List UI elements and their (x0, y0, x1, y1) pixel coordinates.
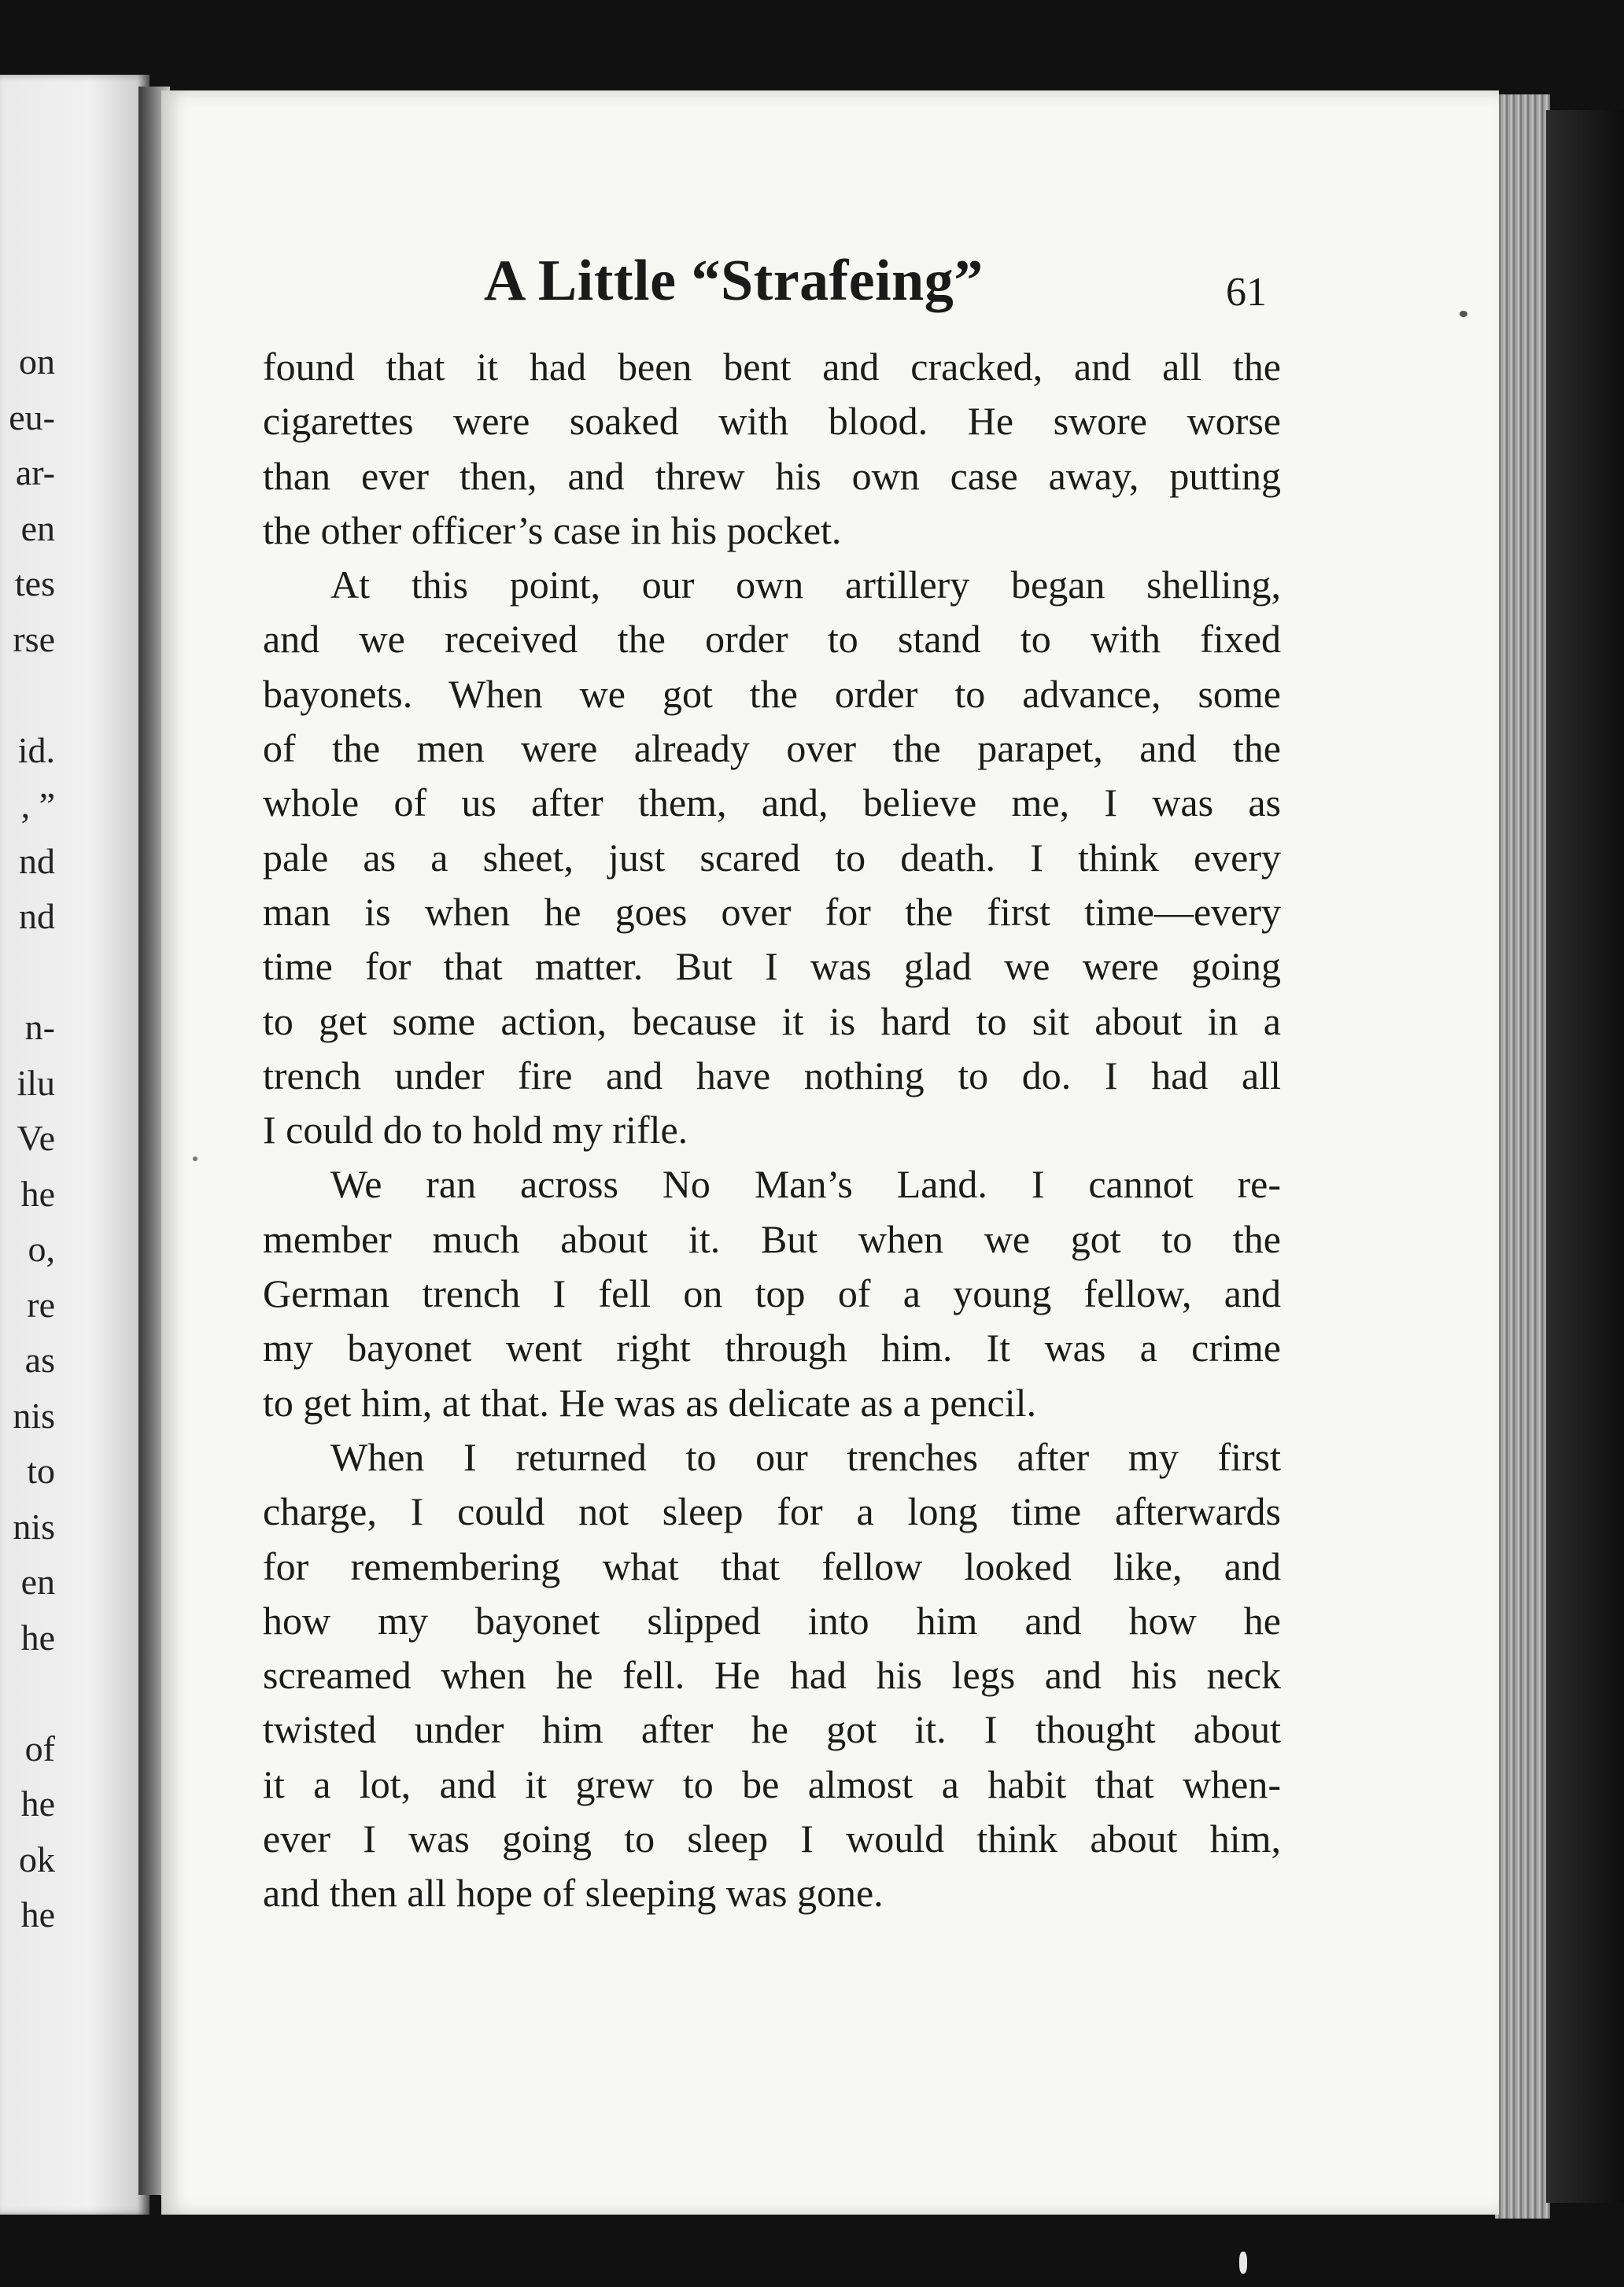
facing-page-fragment: as (24, 1340, 55, 1380)
facing-page-fragment (0, 945, 55, 1001)
facing-page-fragment: en (20, 1562, 55, 1602)
facing-page-fragment: eu- (9, 397, 55, 437)
facing-page-fragment: to (27, 1451, 55, 1491)
facing-page-fragment (0, 667, 55, 723)
text-line: cigarettes were soaked with blood. He swore worse (263, 399, 1281, 444)
text-line: it a lot, and it grew to be almost a habit that when- (263, 1761, 1281, 1806)
text-line: for remembering what that fellow looked like, and (263, 1544, 1281, 1588)
facing-page-fragment: ilu (17, 1062, 55, 1103)
facing-page-fragment: en (20, 507, 55, 548)
facing-page-fragment: nis (13, 1395, 55, 1436)
text-line: and then all hope of sleeping was gone. (263, 1871, 884, 1916)
paragraph (263, 1157, 1281, 1429)
facing-page-fragment: he (20, 1894, 55, 1935)
text-line: to get him, at that. He was as delicate as a pencil. (263, 1380, 1036, 1425)
text-line: screamed when he fell. He had his legs and his neck (263, 1653, 1281, 1698)
facing-page-fragment: he (20, 1783, 55, 1824)
paragraph (263, 1430, 1281, 1921)
page-number: 61 (1226, 270, 1267, 315)
paragraph (263, 558, 1281, 1157)
text-line: When I returned to our trenches after my first (330, 1434, 1281, 1479)
running-head: A Little “Strafeing” (484, 249, 984, 313)
text-line: German trench I fell on top of a young fellow, and (263, 1271, 1281, 1316)
facing-page-fragment: n- (24, 1007, 55, 1047)
facing-page-fragment: ar- (15, 452, 55, 492)
facing-page-fragment: tes (14, 563, 55, 603)
facing-page-fragment: re (27, 1284, 55, 1325)
facing-page-fragment: on (19, 341, 55, 382)
text-line: I could do to hold my rifle. (263, 1108, 688, 1153)
text-line: twisted under him after he got it. I thought about (263, 1707, 1281, 1752)
text-line: to get some action, because it is hard to sit about in a (263, 998, 1281, 1043)
text-line: time for that matter. But I was glad we were going (263, 944, 1281, 989)
text-line: trench under fire and have nothing to do. I had all (263, 1053, 1281, 1097)
text-line: ever I was going to sleep I would think about him, (263, 1817, 1281, 1861)
dust-speck (193, 1156, 197, 1161)
text-line: found that it had been bent and cracked, and all the (263, 345, 1281, 389)
facing-page-fragment: nd (19, 896, 55, 936)
facing-page-fragment: id. (17, 729, 55, 770)
facing-page (0, 75, 149, 2215)
facing-page-fragment: nis (13, 1506, 55, 1547)
text-line: whole of us after them, and, believe me, I was as (263, 780, 1281, 825)
book-cover-edge (1546, 110, 1624, 2203)
facing-page-text-fragments (0, 334, 55, 1943)
facing-page-fragment: he (20, 1617, 55, 1658)
facing-page-fragment: nd (19, 840, 55, 881)
facing-page-fragment: ok (19, 1839, 55, 1879)
facing-page-fragment: rse (13, 618, 55, 659)
dust-speck (1460, 311, 1467, 317)
text-line: member much about it. But when we got to the (263, 1216, 1281, 1261)
text-line: We ran across No Man’s Land. I cannot re- (330, 1162, 1281, 1207)
text-line: man is when he goes over for the first time—every (263, 889, 1281, 934)
text-line: of the men were already over the parapet, and the (263, 726, 1281, 771)
text-line: the other officer’s case in his pocket. (263, 507, 842, 552)
facing-page-fragment: he (20, 1173, 55, 1214)
text-line: At this point, our own artillery began shelling, (330, 563, 1281, 607)
text-line: how my bayonet slipped into him and how he (263, 1598, 1281, 1643)
body-text (263, 340, 1281, 1921)
facing-page-fragment: o, (28, 1229, 55, 1269)
paragraph (263, 340, 1281, 558)
text-line: charge, I could not sleep for a long time afterwards (263, 1489, 1281, 1534)
facing-page-fragment (0, 1665, 55, 1721)
facing-page-fragment: Ve (17, 1118, 55, 1158)
text-line: than ever then, and threw his own case away, putting (263, 453, 1281, 498)
text-line: pale as a sheet, just scared to death. I think every (263, 835, 1281, 880)
facing-page-fragment: of (24, 1728, 55, 1769)
dust-speck (1239, 2252, 1247, 2274)
text-line: bayonets. When we got the order to advance, some (263, 671, 1281, 716)
facing-page-fragment: , ” (20, 785, 55, 825)
page-edges (1495, 94, 1550, 2219)
text-line: and we received the order to stand to with fixed (263, 617, 1281, 662)
text-line: my bayonet went right through him. It was a crime (263, 1326, 1281, 1370)
